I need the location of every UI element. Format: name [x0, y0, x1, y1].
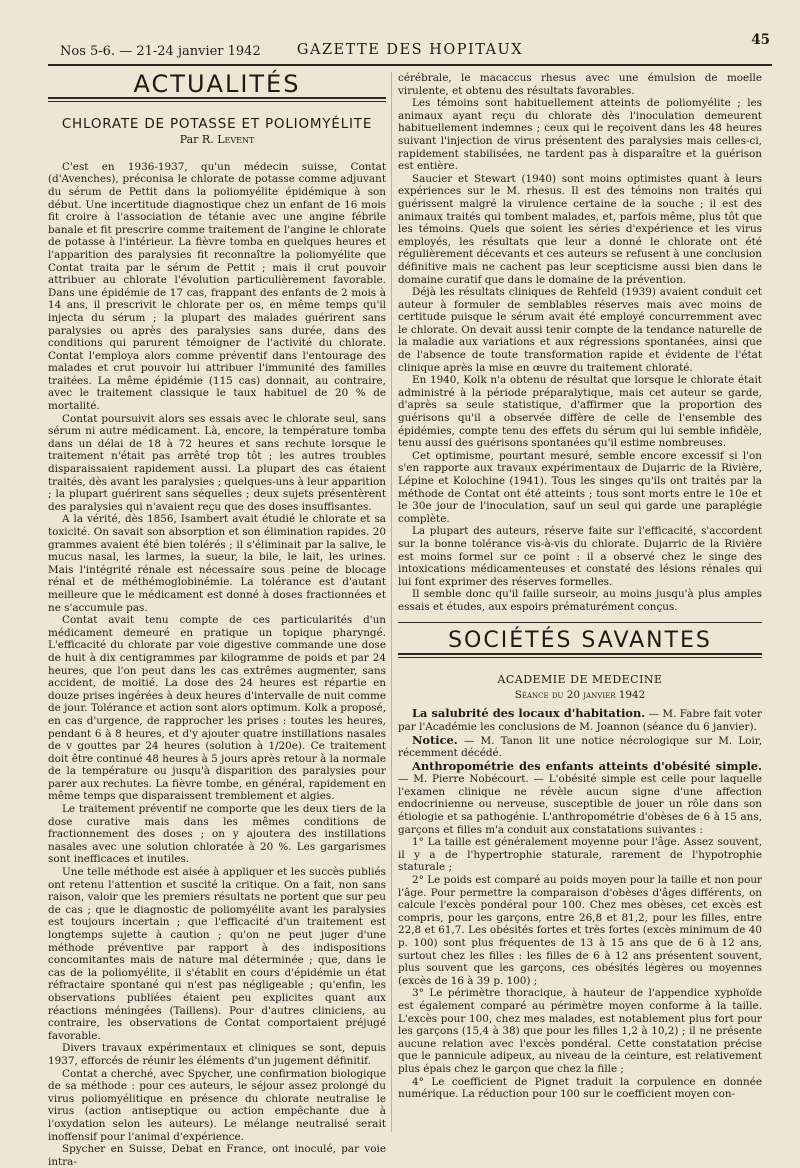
item-text: 3° Le périmètre thoracique, à hauteur de l'appendice xyphoïde est également comparé au périmètre moyen conforme à la taille. L'excès pour 100, chez mes malades, est notablement plus fort pour les garçons (15,4 à 38) que pour les filles 1,2 à 10,2) ; il ne présente aucune relation avec l'excès pondéral. Cette constatation précise que le pannicule adipeux, au niveau de la ceinture, est relativement plus épais chez le garçon que chez la fille ; [398, 987, 762, 1075]
page-header [48, 30, 772, 66]
society-item [398, 836, 762, 874]
section-title-societes: SOCIÉTÉS SAVANTES [448, 627, 712, 653]
session-date: Séance du 20 janvier 1942 [514, 688, 646, 701]
paragraph: Cet optimisme, pourtant mesuré, semble encore excessif si l'on s'en rapporte aux travaux expérimentaux de Dujarric de la Rivière, Lépine et Kolochine (1941). Tous les singes qu'ils ont traités par la méthode de Contat ont été atteints ; tous sont morts entre le 10e et le 30e jour de l'inoculation, sauf un seul qui garde une paraplégie complète. [398, 449, 762, 525]
paragraph: Une telle méthode est aisée à appliquer et les succès publiés ont retenu l'attention et suscité la critique. On a fait, non sans raison, valoir que les premiers résultats ne portent que sur peu de cas ; que le diagnostic de poliomyélite avant les paralysies est toujours incertain ; que l'efficacité d'un traitement est longtemps sujette à caution ; qu'on ne peut juger d'une méthode préventive par rapport à des indispositions concomitantes mais de nature mal déterminée ; que, dans le cas de la poliomyélite, il s'établit en cours d'épidémie un état réfractaire spontané qui n'est pas négligeable ; qu'enfin, les observations publiées étaient peu explicites quant aux réactions méningées (Taillens). Pour d'autres cliniciens, au contraire, les observations de Contat comportaient préjugé favorable. [48, 866, 386, 1042]
paragraph: C'est en 1936-1937, qu'un médecin suisse, Contat (d'Avenches), préconisa le chlorate de potasse comme adjuvant du sérum de Pettit dans la poliomyélite épidémique à son début. Une incertitude diagnostique chez un enfant de 16 mois fit croire à l'association de tétanie avec une angine fébrile banale et fit prescrire comme traitement de l'angine le chlorate de potasse à l'intérieur. La fièvre tomba en quelques heures et l'apparition des paralysies fit reconnaître la poliomyélite que Contat traita par le sérum de Pettit ; mais il crut pouvoir attribuer au chlorate l'évolution particulièrement favorable. Dans une épidémie de 17 cas, frappant des enfants de 2 mois à 14 ans, il prescrivit le chlorate per os, en même temps qu'il injecta du sérum ; la plupart des malades guérirent sans paralysies ou après des paralysies sans durée, dans des conditions qui parurent témoigner de l'activité du chlorate. Contat l'employa alors comme préventif dans l'entourage des malades et crut pouvoir lui attribuer l'immunité des familles traitées. La même épidémie (115 cas) donnait, au contraire, avec le traitement classique le taux habituel de 20 % de mortalité. [48, 160, 386, 413]
item-lead: Anthropométrie des enfants atteints d'obésité simple. [412, 758, 762, 773]
item-text: 2° Le poids est comparé au poids moyen pour la taille et non pour l'âge. Pour permettre la comparaison d'obèses d'âges différents, on calcule l'excès pondéral pour 100. Chez mes obèses, cet excès est compris, pour les garçons, entre 26,8 et 81,2, pour les filles, entre 22,8 et 61,7. Les obésités fortes et très fortes (excès minimum de 40 p. 100) sont plus fréquentes de 13 à 15 ans que de 6 à 12 ans, surtout chez les filles : les filles de 6 à 12 ans présentent souvent, plus souvent que les garçons, ces obésités légères ou moyennes (excès de 16 à 39 p. 100) ; [398, 874, 762, 987]
paragraph: Contat poursuivit alors ses essais avec le chlorate seul, sans sérum ni autre médicament. Là, encore, la température tomba dans un délai de 18 à 72 heures et sans rechute lorsque le traitement n'était pas arrêté trop tôt ; les autres troubles disparaissaient rapidement aussi. La plupart des cas étaient traités, dès avant les paralysies ; quelques-uns à leur apparition ; la plupart guérirent sans séquelles ; deux sujets présentèrent des paralysies qui n'avaient reçu que des doses insuffisantes. [48, 412, 386, 513]
paragraph: Le traitement préventif ne comporte que les deux tiers de la dose curative mais dans les mêmes conditions de fractionnement des doses ; on y ajoutera des instillations nasales avec une solution chloratée à 20 %. Les gargarismes sont inefficaces et inutiles. [48, 803, 386, 866]
section-rule [398, 622, 762, 623]
journal-title: GAZETTE DES HOPITAUX [296, 42, 524, 58]
right-column [398, 72, 762, 1142]
paragraph: Les témoins sont habituellement atteints de poliomyélite ; les animaux ayant reçu du chlorate dès l'inoculation demeurent habituellement indemnes ; ceux qui le reçoivent dans les 48 heures suivant l'injection de virus présentent des paralysies mais celles-ci, rapidement stabilisées, ne tardent pas à disparaître et la guérison est entière. [398, 97, 762, 173]
academy-heading: ACADEMIE DE MEDECINE [497, 673, 663, 687]
issue-info: Nos 5-6. — 21-24 janvier 1942 [60, 44, 261, 59]
item-lead: La salubrité des locaux d'habitation. [412, 706, 646, 721]
society-item [398, 1076, 762, 1101]
left-column [48, 70, 386, 1168]
item-lead: Notice. [412, 732, 458, 747]
column-divider [391, 72, 392, 1132]
paragraph: Déjà les résultats cliniques de Rehfeld (1939) avaient conduit cet auteur à formuler de semblables réserves mais avec moins de certitude puisque le sérum avait été employé concurremment avec le chlorate. On devait aussi tenir compte de la tendance naturelle de la maladie aux variations et aux régressions spontanées, ainsi que de l'absence de toute transformation rapide et évidente de l'état clinique après la mise en œuvre du traitement chloraté. [398, 286, 762, 374]
paragraph: Contat avait tenu compte de ces particularités d'un médicament demeuré en pratique un topique pharyngé. L'efficacité du chlorate par voie digestive commande une dose de huit à dix centigrammes par kilogramme de poids et par 24 heures, que l'on peut dans les cas extrêmes augmenter, sans accident, de moitié. La dose des 24 heures est répartie en douze prises ingérées à deux heures d'intervalle de nuit comme de jour. Tolérance et action sont alors optimum. Kolk a proposé, en cas d'urgence, de rapprocher les prises : toutes les heures, pendant 6 à 8 heures, et d'y ajouter quatre instillations nasales de v gouttes par 24 heures (solution à 1/20e). Ce traitement doit être continué 48 heures à 5 jours après retour à la normale de la température ou jusqu'à disparition des paralysies pour parer aux rechutes. La fièvre tombe, en général, rapidement en même temps que disparaissent tremblement et algies. [48, 614, 386, 803]
byline-prefix: Par [179, 133, 202, 147]
society-item [398, 760, 762, 837]
paragraph: Il semble donc qu'il faille surseoir, au moins jusqu'à plus amples essais et études, aux espoirs prématurément conçus. [398, 588, 762, 613]
item-text: — M. Pierre Nobécourt. — L'obésité simple est celle pour laquelle l'examen clinique ne révèle aucun signe d'une affection endocrinienne ou nerveuse, susceptible de jouer un rôle dans son étiologie et sa pathogénie. L'anthropométrie d'obèses de 6 à 15 ans, garçons et filles m'a conduit aux constatations suivantes : [398, 773, 762, 836]
paragraph: Saucier et Stewart (1940) sont moins optimistes quant à leurs expériences sur le M. rhesus. Il est des témoins non traités qui guérissent malgré la virulence certaine de la souche ; il est des animaux traités qui tombent malades, et, parfois même, plus tôt que les témoins. Quels que soient les séries d'expérience et les virus employés, les résultats que leur a donné le chlorate ont été régulièrement décevants et ces auteurs se refusent à une conclusion définitive mais ne cachent pas leur scepticisme aussi bien dans le domaine curatif que dans le domaine de la prévention. [398, 172, 762, 286]
society-item [398, 734, 762, 760]
paragraph: Spycher en Suisse, Debat en France, ont inoculé, par voie intra- [48, 1143, 386, 1168]
section-rule [398, 653, 762, 658]
paragraph: Contat a cherché, avec Spycher, une confirmation biologique de sa méthode : pour ces auteurs, le séjour assez prolongé du virus poliomyélitique en présence du chlorate neutralise le virus (action antiseptique ou action empêchante due à l'oxydation selon les auteurs). Le mélange neutralisé serait inoffensif pour l'animal d'expérience. [48, 1067, 386, 1143]
society-item [398, 987, 762, 1075]
item-text: — M. Tanon lit une notice nécrologique sur M. Loir, récemment décédé. [398, 734, 762, 760]
item-text: — M. Fabre fait voter par l'Académie les conclusions de M. Joannon (séance du 6 janvier). [398, 708, 762, 733]
byline [48, 134, 386, 147]
item-text: 4° Le coefficient de Pignet traduit la corpulence en donnée numérique. La réduction pour 100 sur le coefficient moyen con- [398, 1075, 762, 1101]
society-item [398, 874, 762, 987]
paragraph: A la vérité, dès 1856, Isambert avait étudié le chlorate et sa toxicité. On savait son absorption et son élimination rapides. 20 grammes avaient été bien tolérés ; il s'éliminait par la salive, le mucus nasal, les larmes, la sueur, la bile, le lait, les urines. Mais l'intégrité rénale est nécessaire sous peine de blocage rénal et de méthémoglobinémie. La tolérance est d'autant meilleure que le médicament est donné à doses fractionnées et ne s'accumule pas. [48, 513, 386, 614]
item-text: 1° La taille est généralement moyenne pour l'âge. Assez souvent, il y a de l'hypertrophie staturale, rarement de l'hypotrophie staturale ; [398, 836, 762, 874]
byline-author: R. Levent [201, 133, 255, 147]
article-title: CHLORATE DE POTASSE ET POLIOMYÉLITE [61, 115, 373, 132]
page-number: 45 [751, 32, 770, 48]
section-title-actualites: ACTUALITÉS [133, 70, 301, 98]
society-item [398, 707, 762, 733]
paragraph: Divers travaux expérimentaux et cliniques se sont, depuis 1937, efforcés de réunir les éléments d'un jugement définitif. [48, 1042, 386, 1067]
paragraph: cérébrale, le macaccus rhesus avec une émulsion de moelle virulente, et obtenu des résultats favorables. [398, 72, 762, 97]
paragraph: La plupart des auteurs, réserve faite sur l'efficacité, s'accordent sur la bonne tolérance vis-à-vis du chlorate. Dujarric de la Rivière est moins formel sur ce point : il a observé chez le singe des intoxications médicamenteuses et constaté des lésions rénales qui lui font exprimer des réserves formelles. [398, 525, 762, 588]
paragraph: En 1940, Kolk n'a obtenu de résultat que lorsque le chlorate était administré à la période préparalytique, mais cet auteur se garde, d'après sa seule statistique, d'affirmer que la proportion des guérisons qu'il a observée diffère de celle de l'ensemble des épidémies, compte tenu des effets du sérum qui lui semble infidèle, tenu aussi des guérisons spontanées qu'il estime nombreuses. [398, 374, 762, 450]
